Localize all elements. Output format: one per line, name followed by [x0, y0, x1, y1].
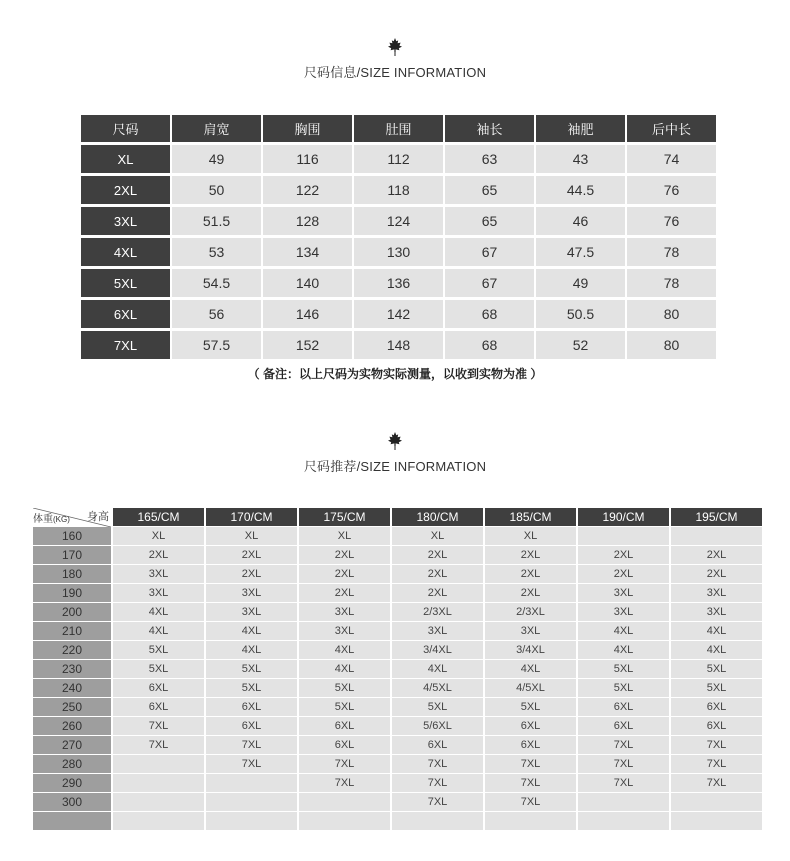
table-cell: 51.5: [172, 207, 261, 235]
table-cell: 7XL: [671, 774, 762, 792]
table-cell: 7XL: [392, 774, 483, 792]
table-cell: 78: [627, 269, 716, 297]
size-recommend-table: [31, 507, 764, 831]
height-column-header: 185/CM: [485, 508, 576, 526]
table-cell: 3XL: [206, 584, 297, 602]
table-cell: 2XL: [206, 546, 297, 564]
weight-label-cell: 240: [33, 679, 111, 697]
table-row: [81, 331, 716, 359]
table-cell: [578, 793, 669, 811]
weight-label-cell: 250: [33, 698, 111, 716]
table-cell: 7XL: [392, 793, 483, 811]
table-cell: 3XL: [113, 584, 204, 602]
table-row: [33, 774, 762, 792]
table-cell: 4XL: [671, 622, 762, 640]
table-cell: 7XL: [113, 736, 204, 754]
table-cell: 2XL: [113, 546, 204, 564]
size-label: 6XL: [81, 300, 170, 328]
size-label: XL: [81, 145, 170, 173]
table-cell: 128: [263, 207, 352, 235]
size-label: 7XL: [81, 331, 170, 359]
table-cell: 122: [263, 176, 352, 204]
table-cell: [299, 793, 390, 811]
table-cell: [485, 812, 576, 830]
table-cell: 6XL: [299, 717, 390, 735]
table-cell: 46: [536, 207, 625, 235]
table-cell: 3XL: [206, 603, 297, 621]
table-cell: 56: [172, 300, 261, 328]
table-cell: 136: [354, 269, 443, 297]
table-cell: 5XL: [485, 698, 576, 716]
table-cell: 7XL: [578, 736, 669, 754]
table-cell: 2XL: [299, 565, 390, 583]
column-header: 尺码: [81, 115, 170, 142]
table-cell: 54.5: [172, 269, 261, 297]
size-label: 5XL: [81, 269, 170, 297]
table-row: [81, 300, 716, 328]
table-cell: 5XL: [206, 679, 297, 697]
table-cell: 5XL: [206, 660, 297, 678]
table-cell: [671, 812, 762, 830]
weight-label-cell: 160: [33, 527, 111, 545]
table-cell: 5XL: [392, 698, 483, 716]
table-cell: 68: [445, 331, 534, 359]
table-row: [33, 679, 762, 697]
column-header: 袖肥: [536, 115, 625, 142]
size-label: 2XL: [81, 176, 170, 204]
table-cell: 65: [445, 207, 534, 235]
table-cell: 6XL: [113, 698, 204, 716]
size-recommend-title-block: [0, 432, 790, 475]
table-cell: 3XL: [485, 622, 576, 640]
table-cell: XL: [113, 527, 204, 545]
weight-label-cell: 280: [33, 755, 111, 773]
table-cell: 2XL: [206, 565, 297, 583]
table-row: [81, 269, 716, 297]
table-cell: 3/4XL: [485, 641, 576, 659]
table-cell: 3XL: [299, 622, 390, 640]
size-info-title: 尺码信息/SIZE INFORMATION: [303, 65, 487, 80]
table-cell: 7XL: [113, 717, 204, 735]
size-info-table: [79, 112, 718, 362]
weight-label-cell: 220: [33, 641, 111, 659]
table-cell: 52: [536, 331, 625, 359]
weight-label-cell: 200: [33, 603, 111, 621]
table-cell: 134: [263, 238, 352, 266]
table-cell: 5XL: [113, 660, 204, 678]
table-cell: 50: [172, 176, 261, 204]
table-cell: 2XL: [299, 584, 390, 602]
table-cell: 4XL: [578, 622, 669, 640]
weight-unit: (KG): [53, 515, 70, 524]
table-cell: 116: [263, 145, 352, 173]
table-row: [33, 660, 762, 678]
table-cell: [299, 812, 390, 830]
table-cell: [578, 812, 669, 830]
table-cell: 4XL: [299, 641, 390, 659]
table-cell: 2/3XL: [392, 603, 483, 621]
table-cell: 7XL: [578, 755, 669, 773]
table-cell: 7XL: [485, 793, 576, 811]
table-cell: 2XL: [392, 565, 483, 583]
table-row: [33, 584, 762, 602]
table-row: [33, 641, 762, 659]
column-header: 袖长: [445, 115, 534, 142]
table-row: [33, 736, 762, 754]
table-cell: 67: [445, 269, 534, 297]
table-cell: 3XL: [578, 603, 669, 621]
column-header: 肩宽: [172, 115, 261, 142]
table-row: [33, 527, 762, 545]
weight-label-cell: 210: [33, 622, 111, 640]
table-cell: 76: [627, 176, 716, 204]
table-cell: 7XL: [392, 755, 483, 773]
table-cell: 6XL: [485, 717, 576, 735]
table-cell: 7XL: [485, 755, 576, 773]
table-cell: 4XL: [671, 641, 762, 659]
table-cell: XL: [299, 527, 390, 545]
table-cell: 5XL: [671, 679, 762, 697]
table-cell: 140: [263, 269, 352, 297]
size-recommend-title: 尺码推荐/SIZE INFORMATION: [303, 459, 487, 474]
table-cell: 3/4XL: [392, 641, 483, 659]
table-cell: [392, 812, 483, 830]
table-cell: 6XL: [206, 698, 297, 716]
table-cell: 74: [627, 145, 716, 173]
table-cell: 6XL: [299, 736, 390, 754]
table-cell: 7XL: [671, 755, 762, 773]
weight-label-cell: 290: [33, 774, 111, 792]
table-cell: 4XL: [206, 641, 297, 659]
table-cell: 6XL: [671, 717, 762, 735]
measurement-note: （ 备注：以上尺码为实物实际测量，以收到实物为准 ）: [247, 367, 543, 381]
table-cell: [206, 812, 297, 830]
height-column-header: 190/CM: [578, 508, 669, 526]
corner-height-label: 身高: [87, 511, 109, 523]
table-cell: 4XL: [206, 622, 297, 640]
table-cell: 4XL: [299, 660, 390, 678]
column-header: 后中长: [627, 115, 716, 142]
table-row: [33, 793, 762, 811]
table-cell: [113, 812, 204, 830]
table-cell: 6XL: [113, 679, 204, 697]
table-cell: 7XL: [206, 755, 297, 773]
table-cell: 3XL: [578, 584, 669, 602]
table-cell: 7XL: [578, 774, 669, 792]
table-cell: 6XL: [578, 698, 669, 716]
table-row: [33, 812, 762, 830]
table-row: [33, 565, 762, 583]
maple-leaf-icon: [387, 38, 403, 56]
table-cell: 146: [263, 300, 352, 328]
table-row: [81, 176, 716, 204]
table-cell: 49: [172, 145, 261, 173]
table-cell: [578, 527, 669, 545]
table-cell: [113, 774, 204, 792]
height-column-header: 195/CM: [671, 508, 762, 526]
weight-label-cell: [33, 812, 111, 830]
table-cell: 44.5: [536, 176, 625, 204]
table-cell: XL: [392, 527, 483, 545]
table-cell: 2/3XL: [485, 603, 576, 621]
column-header: 胸围: [263, 115, 352, 142]
table-cell: [206, 774, 297, 792]
table-corner-header: [33, 508, 111, 526]
table-cell: 2XL: [392, 546, 483, 564]
table-cell: 5XL: [113, 641, 204, 659]
table-row: [33, 622, 762, 640]
table-row: [81, 207, 716, 235]
table-row: [81, 145, 716, 173]
weight-label-cell: 300: [33, 793, 111, 811]
table-cell: 4XL: [578, 641, 669, 659]
weight-label-cell: 270: [33, 736, 111, 754]
table-cell: 6XL: [578, 717, 669, 735]
weight-label: 体重: [33, 514, 53, 525]
table-row: [33, 698, 762, 716]
table-cell: 4XL: [113, 603, 204, 621]
table-cell: 68: [445, 300, 534, 328]
table-row: [81, 238, 716, 266]
table-cell: 5XL: [299, 679, 390, 697]
table-cell: [671, 527, 762, 545]
table-row: [33, 717, 762, 735]
weight-label-cell: 230: [33, 660, 111, 678]
weight-label-cell: 170: [33, 546, 111, 564]
table-cell: 2XL: [578, 546, 669, 564]
table-cell: 152: [263, 331, 352, 359]
table-cell: 2XL: [485, 584, 576, 602]
table-cell: 2XL: [671, 546, 762, 564]
table-cell: 80: [627, 331, 716, 359]
table-cell: 6XL: [485, 736, 576, 754]
height-column-header: 175/CM: [299, 508, 390, 526]
table-cell: 50.5: [536, 300, 625, 328]
table-cell: 65: [445, 176, 534, 204]
table-cell: 130: [354, 238, 443, 266]
size-info-title-block: [0, 38, 790, 81]
table-cell: 3XL: [113, 565, 204, 583]
table-row: [33, 546, 762, 564]
table-cell: 2XL: [485, 565, 576, 583]
table-cell: 5XL: [671, 660, 762, 678]
size-label: 4XL: [81, 238, 170, 266]
table-cell: 4XL: [392, 660, 483, 678]
table-cell: 6XL: [392, 736, 483, 754]
table-cell: 118: [354, 176, 443, 204]
table-cell: 124: [354, 207, 443, 235]
table-cell: 148: [354, 331, 443, 359]
table-cell: 4XL: [113, 622, 204, 640]
table-row: [33, 755, 762, 773]
table-cell: 67: [445, 238, 534, 266]
height-column-header: 165/CM: [113, 508, 204, 526]
size-label: 3XL: [81, 207, 170, 235]
table-cell: [113, 793, 204, 811]
table-cell: 3XL: [392, 622, 483, 640]
table-cell: 2XL: [299, 546, 390, 564]
table-cell: 3XL: [671, 584, 762, 602]
table-cell: 47.5: [536, 238, 625, 266]
table-cell: 43: [536, 145, 625, 173]
table-cell: 7XL: [206, 736, 297, 754]
table-cell: 2XL: [671, 565, 762, 583]
table-cell: 5/6XL: [392, 717, 483, 735]
table-cell: 80: [627, 300, 716, 328]
table-cell: 53: [172, 238, 261, 266]
table-cell: [671, 793, 762, 811]
table-cell: 3XL: [671, 603, 762, 621]
table-cell: 49: [536, 269, 625, 297]
weight-label-cell: 180: [33, 565, 111, 583]
table-cell: 6XL: [206, 717, 297, 735]
table-cell: 7XL: [299, 755, 390, 773]
height-column-header: 170/CM: [206, 508, 297, 526]
table-cell: 7XL: [671, 736, 762, 754]
table-cell: [206, 793, 297, 811]
table-cell: XL: [206, 527, 297, 545]
column-header: 肚围: [354, 115, 443, 142]
table-cell: XL: [485, 527, 576, 545]
table-cell: 7XL: [299, 774, 390, 792]
table-cell: 3XL: [299, 603, 390, 621]
table-cell: 6XL: [671, 698, 762, 716]
table-cell: 112: [354, 145, 443, 173]
height-column-header: 180/CM: [392, 508, 483, 526]
table-cell: 2XL: [578, 565, 669, 583]
weight-label-cell: 260: [33, 717, 111, 735]
table-cell: 2XL: [485, 546, 576, 564]
table-cell: 4/5XL: [392, 679, 483, 697]
table-cell: 5XL: [299, 698, 390, 716]
table-cell: [113, 755, 204, 773]
table-cell: 2XL: [392, 584, 483, 602]
table-cell: 4/5XL: [485, 679, 576, 697]
table-row: [33, 603, 762, 621]
corner-weight-label: [33, 510, 70, 525]
maple-leaf-icon: [387, 432, 403, 450]
weight-label-cell: 190: [33, 584, 111, 602]
table-cell: 57.5: [172, 331, 261, 359]
table-cell: 76: [627, 207, 716, 235]
table-cell: 63: [445, 145, 534, 173]
table-cell: 5XL: [578, 660, 669, 678]
table-cell: 4XL: [485, 660, 576, 678]
table-cell: 5XL: [578, 679, 669, 697]
table-cell: 78: [627, 238, 716, 266]
table-cell: 7XL: [485, 774, 576, 792]
table-cell: 142: [354, 300, 443, 328]
